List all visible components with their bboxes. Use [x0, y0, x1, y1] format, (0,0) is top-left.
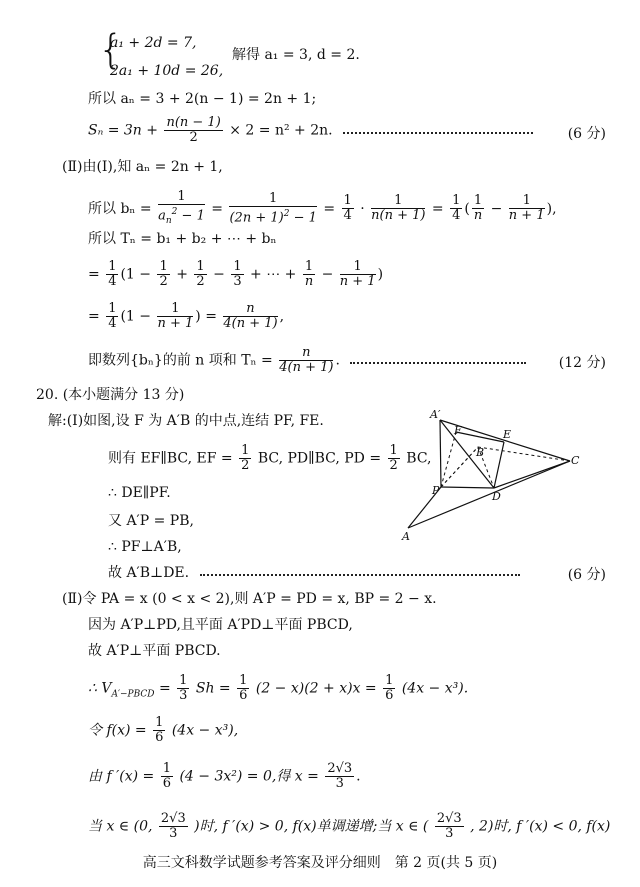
fx-definition: 令 f(x) = $\frac{1}{6}$ (4x − x³), [88, 715, 239, 745]
label-P: P [432, 484, 440, 497]
q20-line-5 [108, 564, 526, 582]
part2-intro: (Ⅱ)由(Ⅰ),知 aₙ = 2n + 1, [62, 159, 223, 175]
q20-l1-mid: BC, PD∥BC, PD = [257, 450, 382, 467]
an-formula: 所以 aₙ = 3 + 2(n − 1) = 2n + 1; [88, 91, 317, 107]
bn-formula: 所以 bₙ = $\frac{1}{a_n^2 - 1}$ = $\frac{1}{(2n + 1)^2 - 1}$ = $\frac{1}{4}$ · $\frac{1}{n(n + 1)}$ = $\frac{1}{4}$ ( $\frac{1}{n}$ − $\frac{1}{n + 1}$ ), [88, 189, 557, 226]
q20-l1-suffix: BC, [406, 450, 432, 467]
label-A-prime: A′ [430, 408, 441, 421]
q20-l5-text: 故 A′B⊥DE. [108, 565, 190, 581]
q20-title: 20. (本小题满分 13 分) [36, 387, 185, 403]
label-C: C [571, 454, 580, 467]
q20-part2-line-2: 因为 A′P⊥PD,且平面 A′PD⊥平面 PBCD, [88, 617, 353, 633]
derivative-line: 由 f ′(x) = $\frac{1}{6}$ (4 − 3x²) = 0,得 x = $\frac{2√3}{3}$ . [88, 761, 361, 791]
mono-b: )时, f ′(x) > 0, f(x)单调递增;当 x ∈ ( [194, 818, 429, 835]
vol-suffix: (4x − x³). [401, 680, 469, 697]
vol-eq: = [158, 680, 171, 697]
label-F: F [454, 424, 462, 437]
vol-subscript: A′−PBCD [111, 689, 155, 700]
vol-mid2: (2 − x)(2 + x)x = [255, 680, 377, 697]
q20-line-2: ∴ DE∥PF. [108, 485, 171, 501]
q20-solution: 解:(Ⅰ)如图,设 F 为 A′B 的中点,连结 PF, FE. [48, 413, 324, 429]
fx-prefix: 令 f(x) = [88, 722, 147, 739]
deriv-mid: (4 − 3x²) = 0,得 x = [179, 768, 319, 785]
bn-prefix: 所以 bₙ = [88, 200, 152, 217]
label-E: E [503, 428, 512, 441]
system-line-2: 2a₁ + 10d = 26, [110, 63, 224, 79]
sn-prefix: Sₙ = 3n + [88, 122, 158, 139]
root-numerator: 2√3 [327, 761, 353, 776]
conclusion-prefix: 即数列{bₙ}的前 n 项和 Tₙ = [88, 352, 273, 369]
system-brace: { [98, 27, 124, 73]
sn-numerator: n(n − 1) [166, 115, 221, 130]
label-B: B [476, 446, 485, 459]
volume-formula: ∴ $V_{A'-PBCD}$ = $\frac{1}{3}$ Sh = $\frac{1}{6}$ (2 − x)(2 + x)x = $\frac{1}{6}$ (4x − x³). [88, 673, 469, 703]
q20-part2-line-3: 故 A′P⊥平面 PBCD. [88, 643, 221, 659]
vol-prefix: ∴ V [88, 680, 112, 697]
conclusion: 即数列{bₙ}的前 n 项和 Tₙ = $\frac{n}{4(n + 1)}$ . [88, 346, 532, 375]
sn-denominator: 2 [189, 130, 198, 145]
sn-formula [88, 116, 539, 145]
q20-part2-line-1: (Ⅱ)令 PA = x (0 < x < 2),则 A′P = PD = x, BP = 2 − x. [62, 591, 437, 607]
monotonicity-line: 当 x ∈ (0, $\frac{2√3}{3}$ )时, f ′(x) > 0, f(x)单调递增;当 x ∈ ( $\frac{2√3}{3}$ , 2)时, f ′(x) < 0, f(x) [88, 811, 611, 841]
sn-suffix: × 2 = n² + 2n. [229, 122, 333, 139]
deriv-end: . [356, 768, 361, 785]
root-denominator: 3 [335, 776, 344, 791]
mono-a: 当 x ∈ (0, [88, 818, 153, 835]
q20-l1-prefix: 则有 EF∥BC, EF = [108, 450, 233, 467]
leader-dots [350, 358, 526, 364]
q20-line-4: ∴ PF⊥A′B, [108, 539, 182, 555]
deriv-prefix: 由 f ′(x) = [88, 768, 155, 785]
page-footer: 高三文科数学试题参考答案及评分细则 第 2 页(共 5 页) [142, 855, 498, 871]
label-D: D [492, 490, 501, 503]
leader-dots [200, 570, 520, 576]
system-solution: 解得 a₁ = 3, d = 2. [232, 47, 360, 63]
vol-mid1: Sh = [195, 680, 231, 697]
system-line-1: a₁ + 2d = 7, [110, 35, 197, 51]
fx-suffix: (4x − x³), [171, 722, 239, 739]
q20-line-1: 则有 EF∥BC, EF = $\frac{1}{2}$ BC, PD∥BC, PD = $\frac{1}{2}$ BC, [108, 443, 432, 473]
score-6-second: (6 分) [567, 567, 606, 583]
tn-sum: 所以 Tₙ = b₁ + b₂ + ⋯ + bₙ [88, 231, 277, 247]
pyramid-figure [390, 404, 590, 544]
sn-fraction [164, 116, 222, 145]
label-A: A [402, 530, 410, 543]
q20-line-3: 又 A′P = PB, [108, 513, 194, 529]
leader-dots [343, 128, 533, 134]
mono-c: , 2)时, f ′(x) < 0, f(x) [470, 818, 611, 835]
tn-expansion: = $\frac{1}{4}$ (1 − $\frac{1}{2}$ + $\frac{1}{2}$ − $\frac{1}{3}$ + ⋯ + $\frac{1}{n}$ − $\frac{1}{n + 1}$ ) [88, 259, 384, 289]
tn-simplified: = $\frac{1}{4}$ (1 − $\frac{1}{n + 1}$ ) = $\frac{n}{4(n + 1)}$ , [88, 301, 285, 331]
score-6-first: (6 分) [567, 126, 606, 142]
score-12: (12 分) [558, 355, 606, 371]
